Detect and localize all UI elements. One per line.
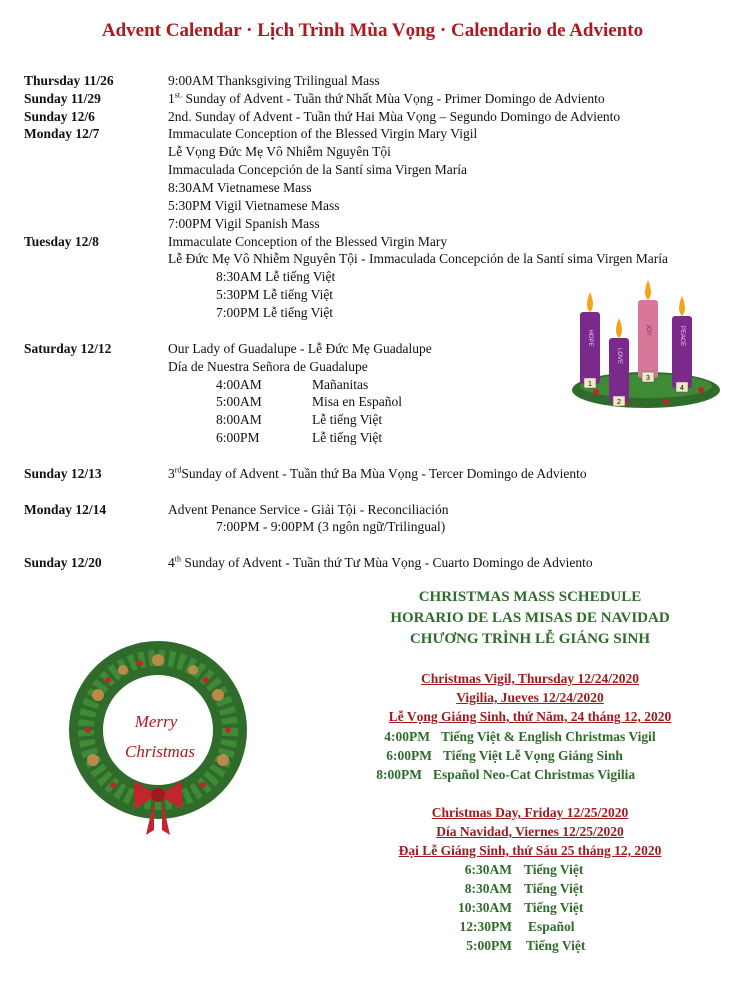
event-desc: Sunday of Advent - Tuần thứ Ba Mùa Vọng - Tercer Domingo de Adviento <box>181 466 587 481</box>
candle-number: 4 <box>680 385 684 392</box>
event-text <box>168 91 605 107</box>
event-text <box>168 466 587 482</box>
wreath-text-christmas: Christmas <box>125 742 195 761</box>
candle-word: HOPE <box>587 329 593 347</box>
mass-time: 8:00PM <box>376 767 422 782</box>
candle-number: 3 <box>646 375 650 382</box>
day-label: Monday 12/14 <box>24 502 107 517</box>
mass-desc: Español <box>528 919 575 934</box>
event-text: Día de Nuestra Señora de Guadalupe <box>168 359 368 374</box>
mass-time: 8:30AM <box>464 881 512 896</box>
event-text: 8:30AM Vietnamese Mass <box>168 180 312 195</box>
mass-time: 7:00PM Lễ tiếng Việt <box>216 305 334 320</box>
candle-word: LOVE <box>616 347 622 365</box>
day-label: Sunday 12/6 <box>24 109 95 124</box>
event-text: 7:00PM Vigil Spanish Mass <box>168 216 320 231</box>
mass-time: 4:00PM <box>384 729 430 744</box>
mass-desc: Tiếng Việt <box>526 938 586 953</box>
mass-time: 5:00PM <box>466 938 512 953</box>
mass-time: 7:00PM - 9:00PM (3 ngôn ngữ/Trilingual) <box>216 519 446 534</box>
mass-desc: Español Neo-Cat Christmas Vigilia <box>433 767 636 782</box>
day-title-vi: Đại Lễ Giáng Sinh, thứ Sáu 25 tháng 12, 2020 <box>398 843 662 858</box>
day-label: Saturday 12/12 <box>24 341 112 356</box>
mass-time: 8:30AM Lễ tiếng Việt <box>216 269 336 284</box>
event-text: Our Lady of Guadalupe - Lễ Đức Mẹ Guadalupe <box>168 341 432 356</box>
day-title-es: Día Navidad, Viernes 12/25/2020 <box>436 824 624 839</box>
schedule-heading-vi: CHƯƠNG TRÌNH LỄ GIÁNG SINH <box>409 631 651 647</box>
mass-time: 4:00AM <box>216 377 262 392</box>
mass-time: 10:30AM <box>458 900 512 915</box>
christmas-wreath-illustration <box>68 635 248 845</box>
ordinal-suffix: rd <box>174 465 182 475</box>
event-text: 5:30PM Vigil Vietnamese Mass <box>168 198 340 213</box>
ordinal-number: 1 <box>168 91 175 106</box>
mass-desc: Tiếng Việt Lễ Vọng Giáng Sinh <box>443 748 623 763</box>
event-text: 9:00AM Thanksgiving Trilingual Mass <box>168 73 380 88</box>
ordinal-suffix: th <box>174 554 181 564</box>
event-text: 2nd. Sunday of Advent - Tuần thứ Hai Mùa Vọng – Segundo Domingo de Adviento <box>168 109 621 124</box>
mass-time: 5:00AM <box>216 394 262 409</box>
day-title-en: Christmas Day, Friday 12/25/2020 <box>431 805 629 820</box>
mass-desc: Tiếng Việt & English Christmas Vigil <box>441 729 656 744</box>
ordinal-suffix: st. <box>174 90 183 100</box>
candle-word: PEACE <box>679 325 685 347</box>
event-desc: Sunday of Advent - Tuần thứ Nhất Mùa Vọng - Primer Domingo de Adviento <box>182 91 605 106</box>
mass-desc: Tiếng Việt <box>524 900 584 915</box>
day-label: Tuesday 12/8 <box>24 234 99 249</box>
event-text: Immaculate Conception of the Blessed Virgin Mary Vigil <box>168 126 478 141</box>
schedule-heading-en: CHRISTMAS MASS SCHEDULE <box>418 589 642 605</box>
event-text: Lễ Đức Mẹ Vô Nhiễm Nguyên Tội - Immaculada Concepción de la Santí sima Virgen María <box>168 251 669 266</box>
flame-icon <box>679 296 685 316</box>
mass-desc: Tiếng Việt <box>524 881 584 896</box>
ordinal-number: 3 <box>168 466 175 481</box>
flame-icon <box>587 292 593 312</box>
candle-joy <box>638 300 658 378</box>
flame-icon <box>616 318 622 338</box>
day-label: Sunday 11/29 <box>24 91 101 106</box>
event-text: Immaculate Conception of the Blessed Virgin Mary <box>168 234 448 249</box>
candle-number: 2 <box>617 399 621 406</box>
event-desc: Sunday of Advent - Tuần thứ Tư Mùa Vọng - Cuarto Domingo de Adviento <box>180 555 593 570</box>
event-text: Lễ Vọng Đức Mẹ Vô Nhiễm Nguyên Tội <box>168 144 391 159</box>
event-text <box>168 555 593 571</box>
mass-time: 6:00PM <box>386 748 432 763</box>
mass-time: 8:00AM <box>216 412 262 427</box>
candle-number: 1 <box>588 381 592 388</box>
mass-desc: Lễ tiếng Việt <box>312 430 383 445</box>
day-label: Sunday 12/20 <box>24 555 102 570</box>
mass-time: 5:30PM Lễ tiếng Việt <box>216 287 334 302</box>
advent-candles-illustration <box>566 278 726 418</box>
vigil-title-es: Vigilia, Jueves 12/24/2020 <box>456 690 604 705</box>
mass-desc: Lễ tiếng Việt <box>312 412 383 427</box>
mass-time: 6:30AM <box>464 862 512 877</box>
vigil-title-vi: Lễ Vọng Giáng Sinh, thứ Năm, 24 tháng 12, 2020 <box>388 709 672 724</box>
ordinal-number: 4 <box>168 555 175 570</box>
wreath-text-merry: Merry <box>134 712 178 731</box>
candle-hope <box>580 312 600 384</box>
day-label: Thursday 11/26 <box>24 73 114 88</box>
event-text: Advent Penance Service - Giải Tội - Reconciliación <box>168 502 449 517</box>
day-label: Monday 12/7 <box>24 126 100 141</box>
vigil-title-en: Christmas Vigil, Thursday 12/24/2020 <box>420 671 640 686</box>
flame-icon <box>645 280 651 300</box>
mass-time: 12:30PM <box>459 919 512 934</box>
mass-time: 6:00PM <box>216 430 260 445</box>
mass-desc: Tiếng Việt <box>524 862 584 877</box>
page-title: Advent Calendar · Lịch Trình Mùa Vọng · Calendario de Adviento <box>101 20 644 41</box>
mass-desc: Mañanitas <box>312 377 369 392</box>
schedule-heading-es: HORARIO DE LAS MISAS DE NAVIDAD <box>390 610 670 626</box>
event-text: Immaculada Concepción de la Santí sima Virgen María <box>168 162 467 177</box>
candle-word: JOY <box>645 324 651 336</box>
mass-desc: Misa en Español <box>312 394 402 409</box>
day-label: Sunday 12/13 <box>24 466 102 481</box>
